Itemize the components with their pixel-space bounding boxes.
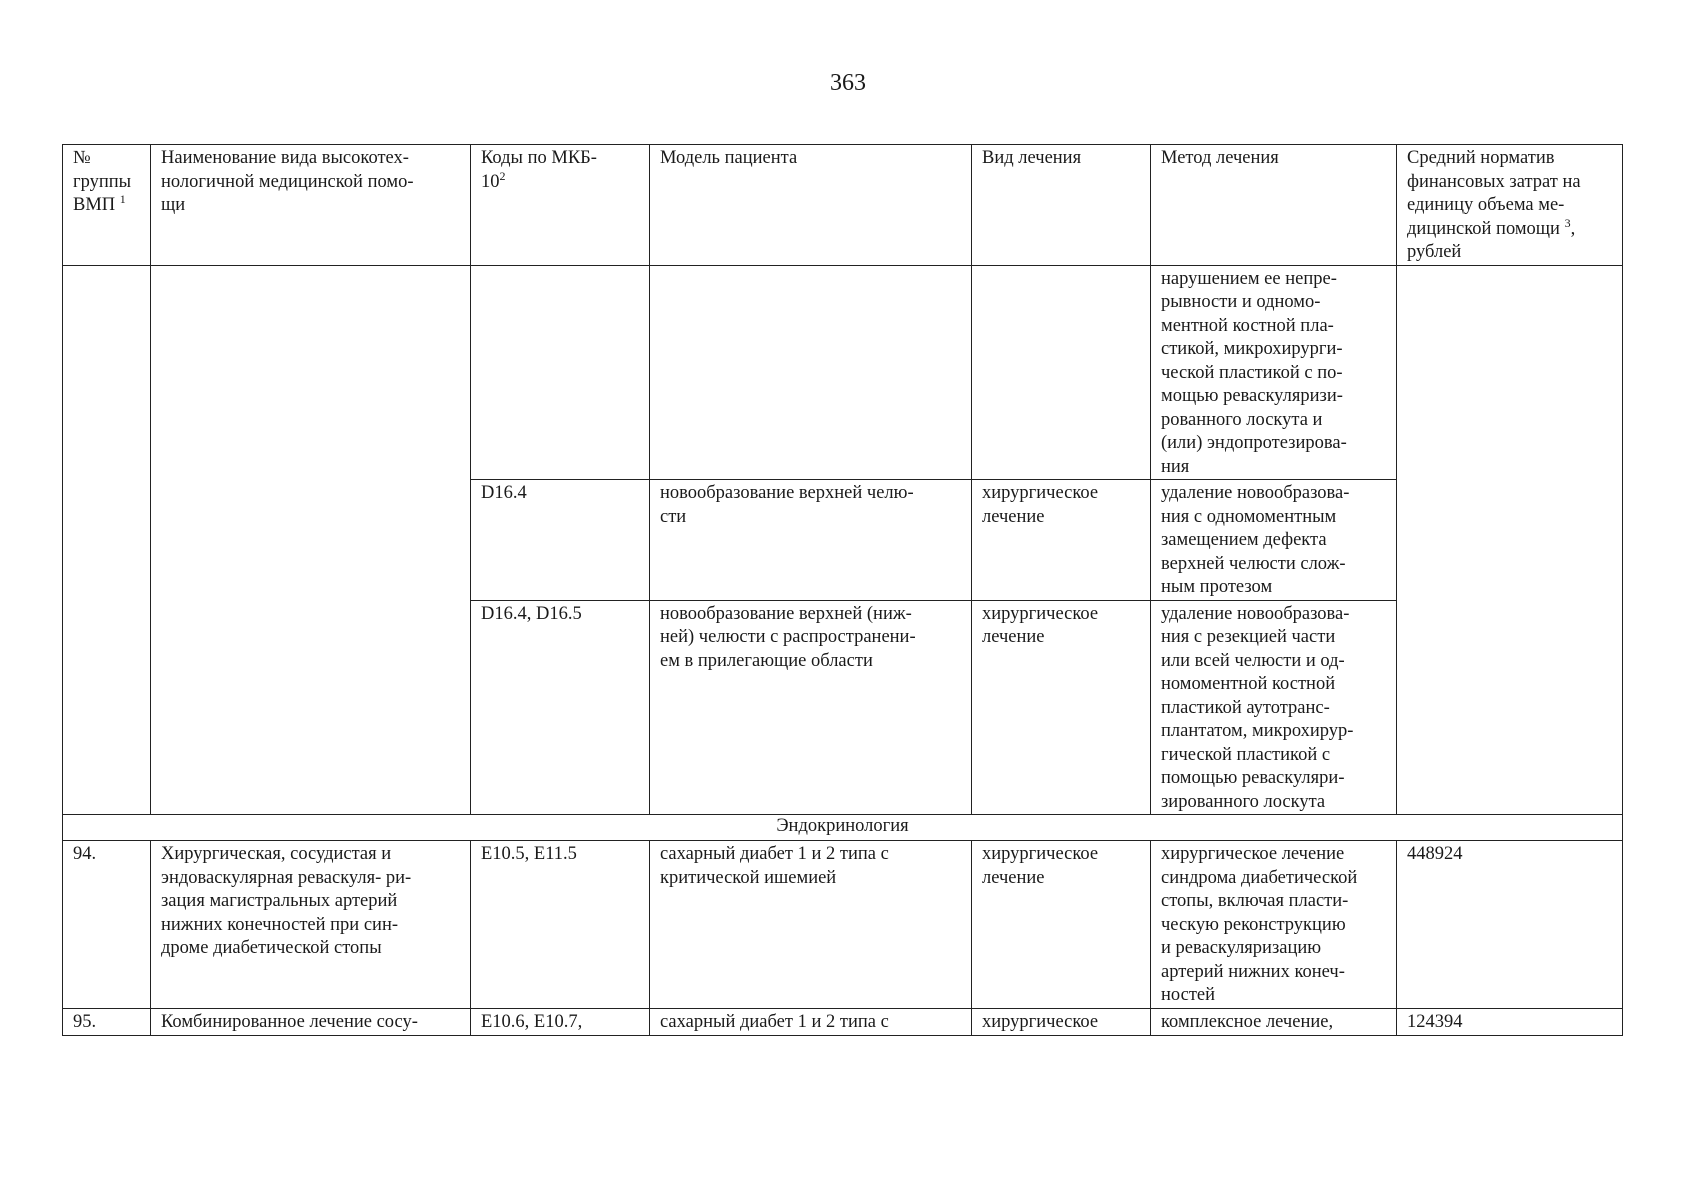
table-row [63,841,1623,1009]
icd-codes-cell: E10.5, E11.5 [471,841,650,1009]
treatment-method-cell: хирургическое лечение синдрома диабетической стопы, включая пласти- ческую реконструкцию и реваскуляризацию артерий нижних конеч- ностей [1151,841,1397,1009]
icd-codes-cell: D16.4 [471,480,650,601]
group-number-cell [63,265,151,815]
treatment-method-cell: нарушением ее непре- рывности и одномо- ментной костной пла- стикой, микрохирурги- ческой пластикой с по- мощью реваскуляризи- рованного лоскута и (или) эндопротезирова- ния [1151,265,1397,480]
care-name-cell: Хирургическая, сосудистая и эндоваскулярная реваскуля- ри- зация магистральных артерий нижних конечностей при син- дроме диабетической стопы [151,841,471,1009]
header-care-name: Наименование вида высокотех- нологичной медицинской помо- щи [151,145,471,266]
icd-codes-cell: E10.6, E10.7, [471,1009,650,1036]
average-cost-cell: 448924 [1397,841,1623,1009]
header-icd-codes: Коды по МКБ- $10^2$ [471,145,650,266]
care-name-cell [151,265,471,815]
treatment-method-cell: удаление новообразова- ния с резекцией части или всей челюсти и од- номоментной костной пластикой аутотранс- плантатом, микрохирур- гической пластикой с помощью реваскуляри- зированного лоскута [1151,600,1397,815]
table-row [63,1009,1623,1036]
header-group-number: № группы ВМП $^1$ [63,145,151,266]
treatment-method-cell: комплексное лечение, [1151,1009,1397,1036]
treatment-type-cell: хирургическое лечение [972,600,1151,815]
patient-model-cell: сахарный диабет 1 и 2 типа с критической ишемией [650,841,972,1009]
patient-model-cell [650,265,972,480]
average-cost-cell [1397,265,1623,815]
treatment-type-cell: хирургическое [972,1009,1151,1036]
average-cost-cell: 124394 [1397,1009,1623,1036]
header-treatment-method: Метод лечения [1151,145,1397,266]
care-name-cell: Комбинированное лечение сосу- [151,1009,471,1036]
icd-codes-cell: D16.4, D16.5 [471,600,650,815]
icd-codes-cell [471,265,650,480]
group-number-cell: 95. [63,1009,151,1036]
header-treatment-type: Вид лечения [972,145,1151,266]
page-number: 363 [830,70,866,96]
table-row [63,265,1623,480]
treatment-type-cell [972,265,1151,480]
group-number-cell: 94. [63,841,151,1009]
treatment-type-cell: хирургическое лечение [972,841,1151,1009]
section-title: Эндокринология [63,815,1623,841]
header-row [63,145,1623,266]
treatment-method-cell: удаление новообразова- ния с одномоментным замещением дефекта верхней челюсти слож- ным протезом [1151,480,1397,601]
section-row [63,815,1623,841]
header-patient-model: Модель пациента [650,145,972,266]
patient-model-cell: новообразование верхней (ниж- ней) челюсти с распространени- ем в прилегающие области [650,600,972,815]
patient-model-cell: сахарный диабет 1 и 2 типа с [650,1009,972,1036]
patient-model-cell: новообразование верхней челю- сти [650,480,972,601]
vmp-table [62,144,1623,1036]
header-average-cost: Средний норматив финансовых затрат на единицу объема ме- дицинской помощи $^3$, рублей [1397,145,1623,266]
treatment-type-cell: хирургическое лечение [972,480,1151,601]
